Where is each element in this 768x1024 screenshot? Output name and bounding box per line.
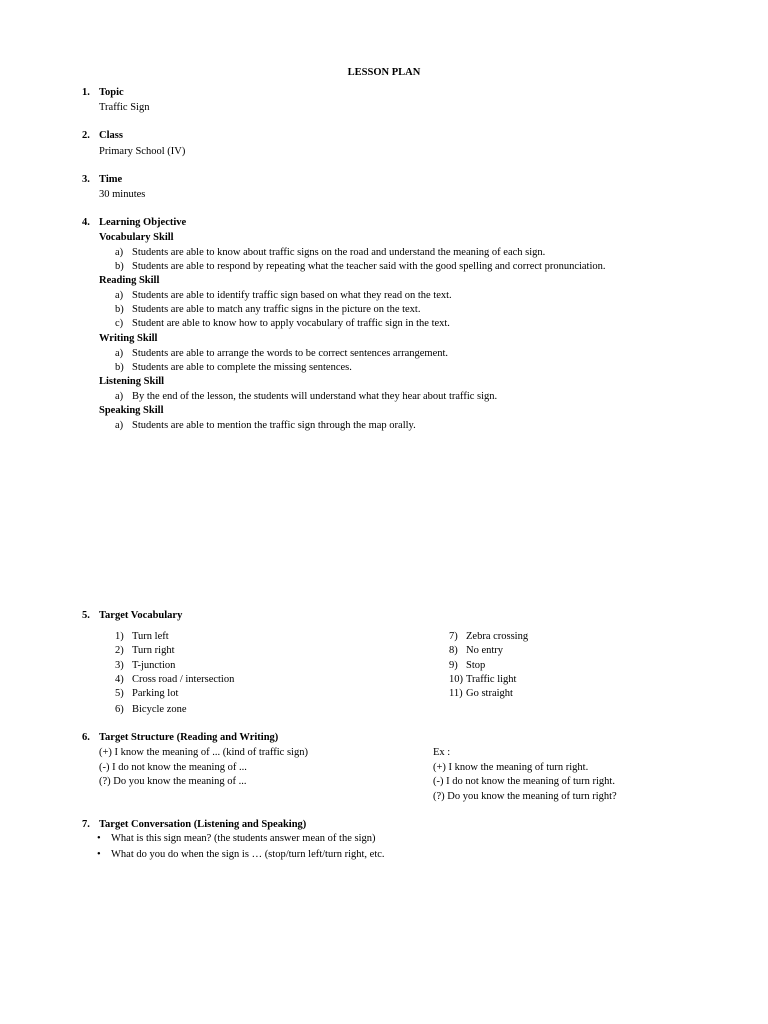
objective-item: Students are able to mention the traffic sign through the map orally. <box>132 420 416 431</box>
vocab-item: Parking lot <box>132 688 179 699</box>
section-heading-target-structure: Target Structure (Reading and Writing) <box>99 732 279 743</box>
vocab-number: 2) <box>115 645 124 656</box>
topic-value: Traffic Sign <box>99 102 150 113</box>
list-marker: a) <box>115 247 124 258</box>
vocab-item: Traffic light <box>466 674 517 685</box>
vocab-number: 8) <box>449 645 458 656</box>
skill-heading-speaking: Speaking Skill <box>99 405 164 416</box>
vocab-item: Go straight <box>466 688 513 699</box>
objective-item: Students are able to arrange the words to be correct sentences arrangement. <box>132 348 449 359</box>
bullet: • <box>97 833 101 844</box>
vocab-number: 1) <box>115 631 124 642</box>
section-number: 5. <box>82 610 90 621</box>
list-marker: a) <box>115 420 124 431</box>
objective-item: Students are able to identify traffic sign based on what they read on the text. <box>132 290 452 301</box>
example-label: Ex : <box>433 747 451 758</box>
vocab-number: 6) <box>115 704 124 715</box>
vocab-number: 7) <box>449 631 458 642</box>
structure-example: (-) I do not know the meaning of turn right. <box>433 776 615 787</box>
vocab-number: 4) <box>115 674 124 685</box>
list-marker: a) <box>115 348 124 359</box>
conversation-item: What is this sign mean? (the students answer mean of the sign) <box>111 833 376 844</box>
conversation-item: What do you do when the sign is … (stop/turn left/turn right, etc. <box>111 849 385 860</box>
vocab-number: 3) <box>115 660 124 671</box>
section-number: 7. <box>82 819 90 830</box>
vocab-item: Turn left <box>132 631 169 642</box>
list-marker: a) <box>115 391 124 402</box>
section-heading-time: Time <box>99 174 123 185</box>
objective-item: Students are able to complete the missing sentences. <box>132 362 352 373</box>
vocab-item: T-junction <box>132 660 176 671</box>
objective-item: Student are able to know how to apply vocabulary of traffic sign in the text. <box>132 318 450 329</box>
structure-pattern: (-) I do not know the meaning of ... <box>99 762 247 773</box>
vocab-number: 11) <box>449 688 463 699</box>
vocab-number: 5) <box>115 688 124 699</box>
section-heading-topic: Topic <box>99 87 124 98</box>
section-number: 2. <box>82 130 90 141</box>
section-heading-class: Class <box>99 130 123 141</box>
vocab-item: No entry <box>466 645 504 656</box>
time-value: 30 minutes <box>99 189 146 200</box>
section-heading-target-vocabulary: Target Vocabulary <box>99 610 183 621</box>
bullet: • <box>97 849 101 860</box>
list-marker: a) <box>115 290 124 301</box>
list-marker: b) <box>115 261 124 272</box>
list-marker: c) <box>115 318 124 329</box>
objective-item: Students are able to know about traffic signs on the road and understand the meaning of each sign. <box>132 247 546 258</box>
class-value: Primary School (IV) <box>99 146 186 157</box>
skill-heading-listening: Listening Skill <box>99 376 165 387</box>
vocab-number: 9) <box>449 660 458 671</box>
structure-pattern: (+) I know the meaning of ... (kind of traffic sign) <box>99 747 308 758</box>
section-number: 3. <box>82 174 90 185</box>
section-heading-target-conversation: Target Conversation (Listening and Speaking) <box>99 819 307 830</box>
skill-heading-writing: Writing Skill <box>99 333 158 344</box>
section-number: 4. <box>82 217 90 228</box>
structure-pattern: (?) Do you know the meaning of ... <box>99 776 247 787</box>
section-number: 1. <box>82 87 90 98</box>
skill-heading-vocabulary: Vocabulary Skill <box>99 232 174 243</box>
section-heading-learning-objective: Learning Objective <box>99 217 187 228</box>
objective-item: Students are able to match any traffic signs in the picture on the text. <box>132 304 421 315</box>
vocab-item: Cross road / intersection <box>132 674 235 685</box>
vocab-item: Turn right <box>132 645 175 656</box>
page-title: LESSON PLAN <box>347 67 421 78</box>
objective-item: Students are able to respond by repeating what the teacher said with the good spelling and correct pronunciation. <box>132 261 606 272</box>
list-marker: b) <box>115 362 124 373</box>
vocab-item: Zebra crossing <box>466 631 529 642</box>
vocab-number: 10) <box>449 674 463 685</box>
vocab-item: Stop <box>466 660 486 671</box>
vocab-item: Bicycle zone <box>132 704 187 715</box>
section-number: 6. <box>82 732 90 743</box>
skill-heading-reading: Reading Skill <box>99 275 160 286</box>
list-marker: b) <box>115 304 124 315</box>
structure-example: (+) I know the meaning of turn right. <box>433 762 589 773</box>
objective-item: By the end of the lesson, the students will understand what they hear about traffic sign. <box>132 391 498 402</box>
structure-example: (?) Do you know the meaning of turn right? <box>433 791 617 802</box>
